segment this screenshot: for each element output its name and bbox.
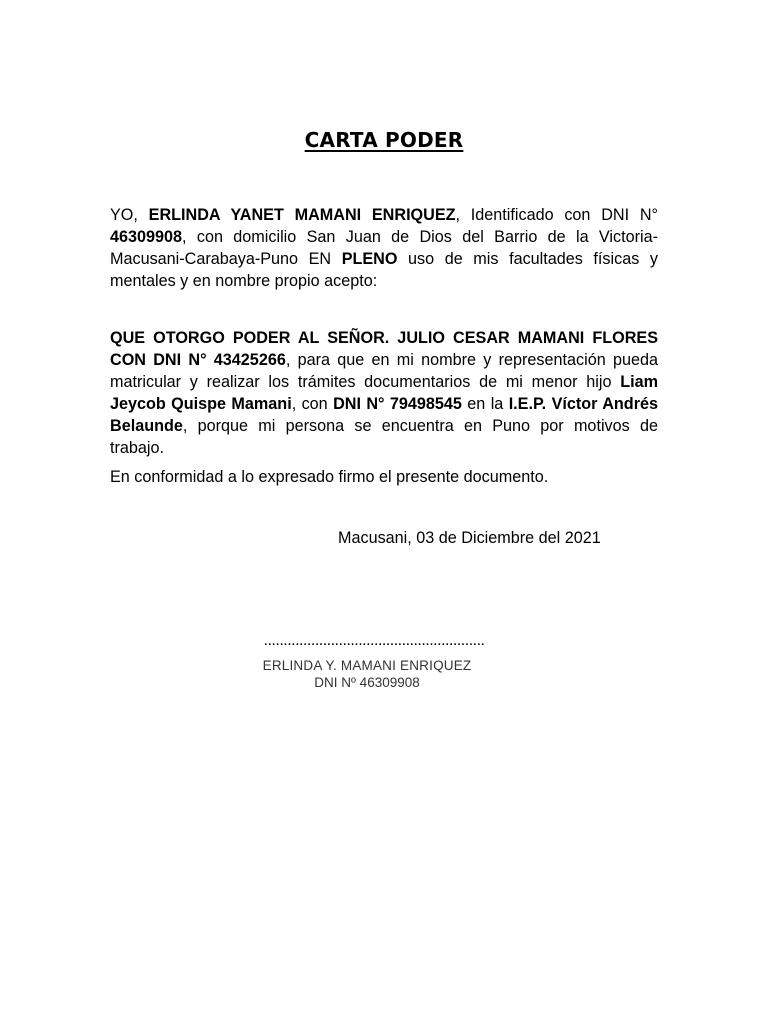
grantor-dni: 46309908 (110, 228, 183, 246)
child-name: Liam Jeycob Quispe Mamani (110, 373, 658, 413)
school-name: I.E.P. Víctor Andrés Belaunde (110, 395, 658, 435)
grantor-name: ERLINDA YANET MAMANI ENRIQUEZ (148, 206, 456, 224)
child-dni: DNI N° 79498545 (333, 395, 462, 413)
text-segment: uso de mis facultades físicas y mentales y en nombre propio acepto: (110, 250, 658, 290)
power-granted-paragraph (110, 327, 658, 459)
document-title: CARTA PODER (304, 128, 464, 152)
text-segment: , Identificado con DNI N° (455, 206, 658, 224)
signer-name: ERLINDA Y. MAMANI ENRIQUEZ (262, 658, 472, 673)
text-segment: , con domicilio San Juan de Dios del Barrio de la Victoria-Macusani-Carabaya-Puno EN (110, 228, 658, 268)
text-segment: en la (461, 395, 509, 413)
text-segment: , porque mi persona se encuentra en Puno por motivos de trabajo. (110, 417, 658, 457)
grantor-paragraph (110, 204, 658, 292)
attorney-statement: QUE OTORGO PODER AL SEÑOR. JULIO CESAR MAMANI FLORES CON DNI N° 43425266 (110, 329, 658, 369)
signature-line: ........................................................ (263, 632, 485, 649)
text-segment: YO, (110, 206, 149, 224)
bold-word: PLENO (341, 250, 398, 268)
text-segment: , para que en mi nombre y representación pueda matricular y realizar los trámites documentarios de mi menor hijo (110, 351, 658, 391)
conformity-paragraph: En conformidad a lo expresado firmo el presente documento. (110, 468, 549, 486)
signer-dni: DNI Nº 46309908 (314, 675, 420, 690)
place-date: Macusani, 03 de Diciembre del 2021 (338, 529, 601, 547)
text-segment: , con (291, 395, 334, 413)
